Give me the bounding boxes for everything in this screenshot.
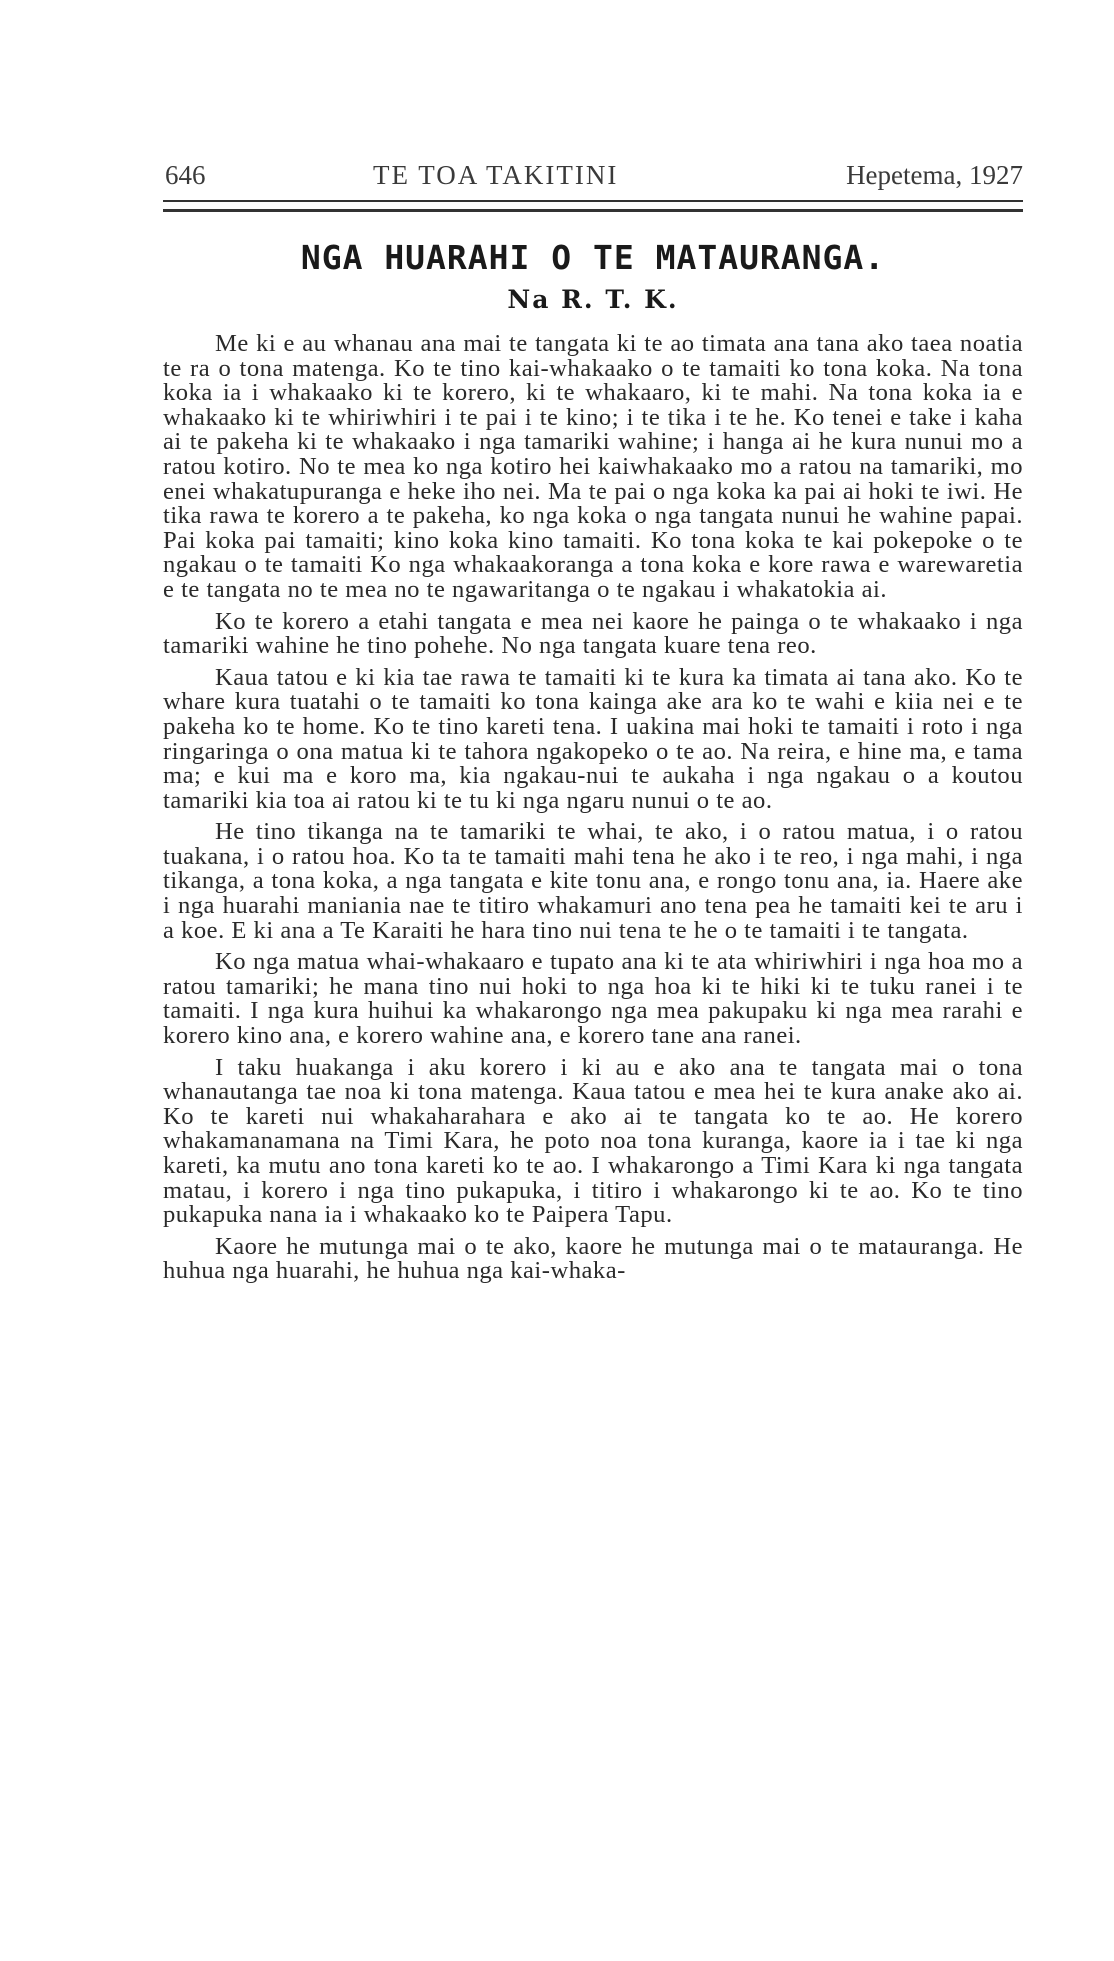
paragraph: Ko nga matua whai-whakaaro e tupato ana ki te ata whiriwhiri i nga hoa mo a ratou tamariki; he mana tino nui hoki to nga hoa ki te hiki ki te tuku ranei i te tamaiti. I nga kura huihui ka whakarongo nga mea pakupaku ki nga mea rarahi e korero kino ana, e korero wahine ana, e korero tane ana ranei. <box>163 948 1023 1050</box>
article-body <box>163 332 1023 1284</box>
article-byline: Na R. T. K. <box>507 285 679 314</box>
paragraph: Kaore he mutunga mai o te ako, kaore he mutunga mai o te matauranga. He huhua nga huarahi, he huhua nga kai-whaka- <box>163 1232 1023 1285</box>
header-rule <box>163 200 1023 212</box>
paragraph: I taku huakanga i aku korero i ki au e ako ana te tangata mai o tona whanautanga tae noa ki tona matenga. Kaua tatou e mea hei te kura anake ako ai. Ko te kareti nui whakaharahara e ako ai te tangata ko te ao. He korero whakamanamana na Timi Kara, he poto noa tona kuranga, kaore ia i tae ki nga kareti, ka mutu ano tona kareti ko te ao. I whakarongo a Timi Kara ki nga tangata matau, i korero i nga tino pukapuka, i titiro i whakarongo ki te ao. Ko te tino pukapuka nana ia i whakaako ko te Paipera Tapu. <box>163 1053 1023 1229</box>
journal-title: TE TOA TAKITINI <box>373 160 619 190</box>
paragraph: Kaua tatou e ki kia tae rawa te tamaiti ki te kura ka timata ai tana ako. Ko te whare kura tuatahi o te tamaiti ko tona kainga ake ara ko te wahi e kiia nei e te pakeha ko te home. Ko te tino kareti tena. I uakina mai hoki te tamaiti i roto i nga ringaringa o ona matua ki te tahora ngakopeko o te ao. Na reira, e hine ma, e tama ma; e kui ma e koro ma, kia ngakau-nui te aukaha i nga ngakau o a koutou tamariki kia toa ai ratou ki te tu ki nga ngaru nunui o te ao. <box>163 663 1023 814</box>
document-page <box>163 160 1023 1291</box>
article-title: NGA HUARAHI O TE MATAURANGA. <box>300 238 886 277</box>
paragraph: Me ki e au whanau ana mai te tangata ki te ao timata ana tana ako taea noatia te ra o tona matenga. Ko te tino kai-whakaako o te tamaiti ko tona koka. Na tona koka ia i whakaako ki te korero, ki te whakaaro, ki te mahi. Na tona koka ia e whakaako ki te whiriwhiri i te pai i te kino; i te tika i te he. Ko tenei e take i kaha ai te pakeha ki te whakaako i nga tamariki wahine; i hanga ai he kura nunui mo a ratou kotiro. No te mea ko nga kotiro hei kaiwhakaako mo a ratou na tamariki, mo enei whakatupuranga e heke iho nei. Ma te pai o nga koka ka pai ai hoki te iwi. He tika rawa te korero a te pakeha, ko nga koka o nga tangata nunui he wahine papai. Pai koka pai tamaiti; kino koka kino tamaiti. Ko tona koka te kai pokepoke o te ngakau o te tamaiti Ko nga whakaakoranga a tona koka e kore rawa e warewaretia e te tangata no te mea no te ngawaritanga o te ngakau i whakatokia ai. <box>163 330 1023 603</box>
paragraph: He tino tikanga na te tamariki te whai, te ako, i o ratou matua, i o ratou tuakana, i o ratou hoa. Ko ta te tamaiti mahi tena he ako i te reo, i nga mahi, i nga tikanga, a tona koka, a nga tangata e kite tonu ana, e rongo tonu ana, ia. Haere ake i nga huarahi maniania nae te titiro whakamuri ano tena pea he tamaiti kei te aru i a koe. E ki ana a Te Karaiti he hara tino nui tena te he o te tamaiti i te tangata. <box>163 818 1023 944</box>
running-header <box>163 160 1023 190</box>
page-number: 646 <box>165 160 206 190</box>
paragraph: Ko te korero a etahi tangata e mea nei kaore he painga o te whakaako i nga tamariki wahine he tino pohehe. No nga tangata kuare tena reo. <box>163 607 1023 660</box>
issue-date: Hepetema, 1927 <box>846 160 1023 190</box>
